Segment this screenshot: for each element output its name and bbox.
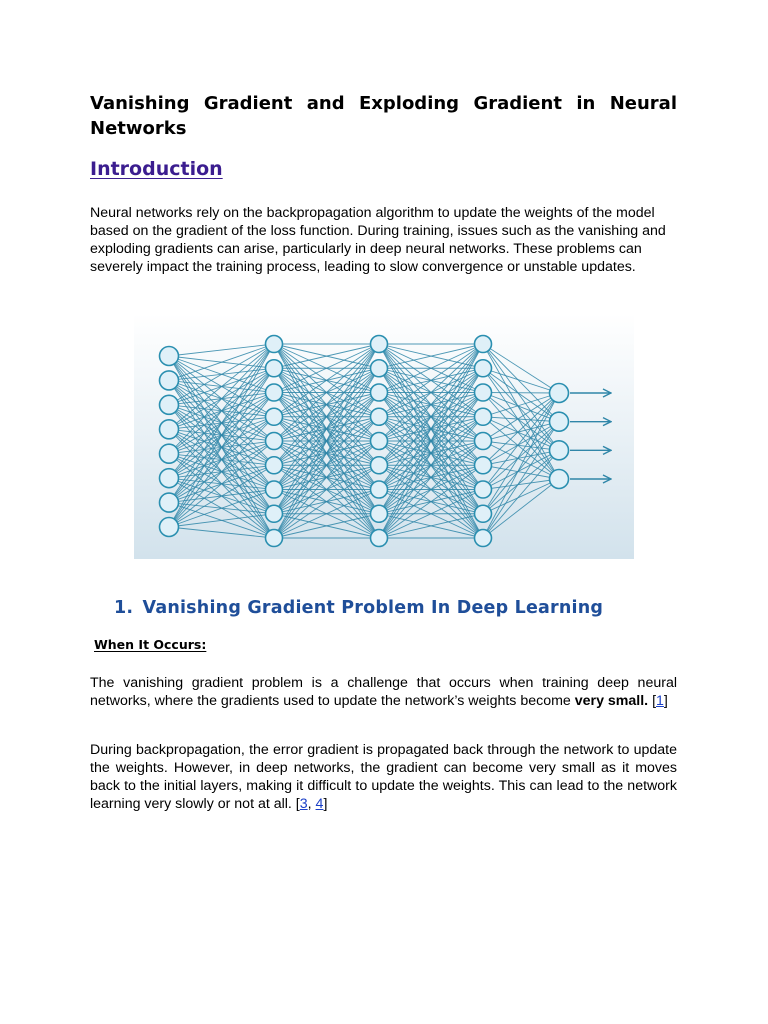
network-node xyxy=(266,530,283,547)
paragraph-text: During backpropagation, the error gradient is propagated back through the network to update the weights. However, in deep networks, the gradient can become very small as it moves back to the initial layers, making it difficult to update the weights. This can lead to the network learning very slowly or not at all. [ xyxy=(90,742,677,812)
network-node xyxy=(371,481,388,498)
bracket-close: ] xyxy=(663,693,668,709)
section-number: 1. xyxy=(114,598,134,618)
network-node xyxy=(371,336,388,353)
network-node xyxy=(475,360,492,377)
network-node xyxy=(475,481,492,498)
network-node xyxy=(266,433,283,450)
network-node xyxy=(371,360,388,377)
section-heading xyxy=(114,596,603,620)
network-node xyxy=(160,371,179,390)
vanishing-paragraph-2 xyxy=(90,741,677,813)
vanishing-paragraph-1 xyxy=(90,674,677,710)
network-node xyxy=(266,457,283,474)
network-node xyxy=(266,481,283,498)
network-node xyxy=(371,408,388,425)
network-node xyxy=(160,395,179,414)
bold-emphasis: very small. xyxy=(574,693,649,709)
network-edge xyxy=(483,393,559,394)
network-node xyxy=(550,412,569,431)
network-node xyxy=(475,457,492,474)
bracket-open: [ xyxy=(648,693,657,709)
section-title: Vanishing Gradient Problem In Deep Learning xyxy=(142,598,604,618)
network-node xyxy=(160,469,179,488)
introduction-heading: Introduction xyxy=(90,158,223,180)
citation-separator: , xyxy=(307,796,316,812)
network-node xyxy=(550,384,569,403)
network-node xyxy=(160,493,179,512)
network-node xyxy=(475,336,492,353)
network-node xyxy=(475,384,492,401)
network-node xyxy=(266,336,283,353)
network-node xyxy=(371,457,388,474)
network-node xyxy=(475,505,492,522)
introduction-paragraph: Neural networks rely on the backpropagation algorithm to update the weights of the model based on the gradient of the loss function. During training, issues such as the vanishing and exploding gradients can arise, particularly in deep neural networks. These problems can severely impact the training process, leading to slow convergence or unstable updates. xyxy=(90,205,666,275)
network-node xyxy=(371,505,388,522)
network-node xyxy=(475,408,492,425)
network-node xyxy=(160,518,179,537)
network-node xyxy=(160,420,179,439)
citation-link[interactable]: 3 xyxy=(299,796,308,812)
paragraph-text: The vanishing gradient problem is a challenge that occurs when training deep neural networks, where the gradients used to update the network’s weights become xyxy=(90,675,677,709)
network-node xyxy=(475,433,492,450)
network-node xyxy=(550,470,569,489)
network-node xyxy=(160,444,179,463)
when-it-occurs-subheading: When It Occurs: xyxy=(94,637,207,652)
bracket-close: ] xyxy=(323,796,328,812)
citation-link[interactable]: 4 xyxy=(315,796,324,812)
neural-network-diagram xyxy=(134,314,634,559)
citation-link[interactable]: 1 xyxy=(656,693,664,709)
network-node xyxy=(371,384,388,401)
network-node xyxy=(475,530,492,547)
network-node xyxy=(550,441,569,460)
network-node xyxy=(266,360,283,377)
network-node xyxy=(266,384,283,401)
network-node xyxy=(371,530,388,547)
network-node xyxy=(160,347,179,366)
document-title: Vanishing Gradient and Exploding Gradient in Neural Networks xyxy=(90,93,677,139)
network-node xyxy=(266,505,283,522)
network-node xyxy=(266,408,283,425)
neural-network-figure xyxy=(134,314,634,559)
network-node xyxy=(371,433,388,450)
